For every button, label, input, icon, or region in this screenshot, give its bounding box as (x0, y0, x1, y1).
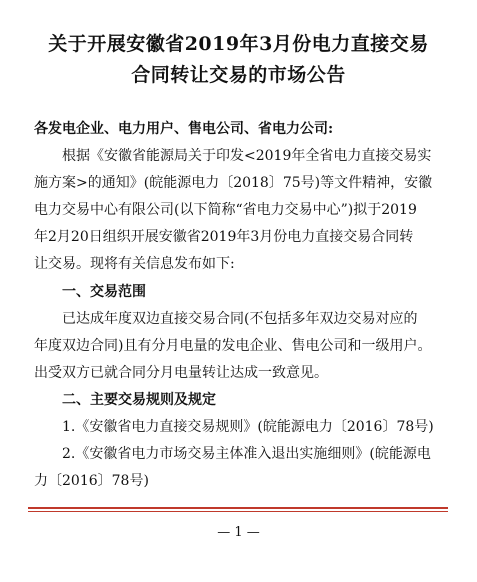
page-number: — 1 — (217, 525, 260, 540)
scope-line: 已达成年度双边直接交易合同(不包括多年双边交易对应的 (62, 311, 418, 327)
salutation: 各发电企业、电力用户、售电公司、省电力公司: (34, 121, 334, 137)
document-title-line-1: 关于开展安徽省2019年3月份电力直接交易 (48, 33, 429, 55)
scope-line: 年度双边合同)且有分月电量的发电企业、售电公司和一级用户。 (34, 338, 432, 354)
intro-line: 电力交易中心有限公司(以下简称“省电力交易中心”)拟于2019 (34, 202, 417, 218)
rules-line: 2.《安徽省电力市场交易主体准入退出实施细则》(皖能源电 (62, 446, 431, 462)
intro-line: 年2月20日组织开展安徽省2019年3月份电力直接交易合同转 (34, 229, 414, 245)
section-heading-scope: 一、交易范围 (62, 284, 146, 300)
footer-divider-thin (28, 511, 448, 512)
intro-line: 让交易。现将有关信息发布如下: (34, 256, 235, 272)
intro-line: 根据《安徽省能源局关于印发<2019年全省电力直接交易实 (62, 148, 432, 164)
footer-divider (28, 507, 448, 509)
section-heading-rules: 二、主要交易规则及规定 (62, 392, 216, 408)
rules-line: 力〔2016〕78号) (34, 473, 149, 489)
rules-line: 1.《安徽省电力直接交易规则》(皖能源电力〔2016〕78号) (62, 419, 434, 435)
intro-line: 施方案>的通知》(皖能源电力〔2018〕75号)等文件精神，安徽 (34, 175, 433, 191)
scope-line: 出受双方已就合同分月电量转让达成一致意见。 (34, 365, 328, 381)
document-title-line-2: 合同转让交易的市场公告 (131, 64, 346, 86)
